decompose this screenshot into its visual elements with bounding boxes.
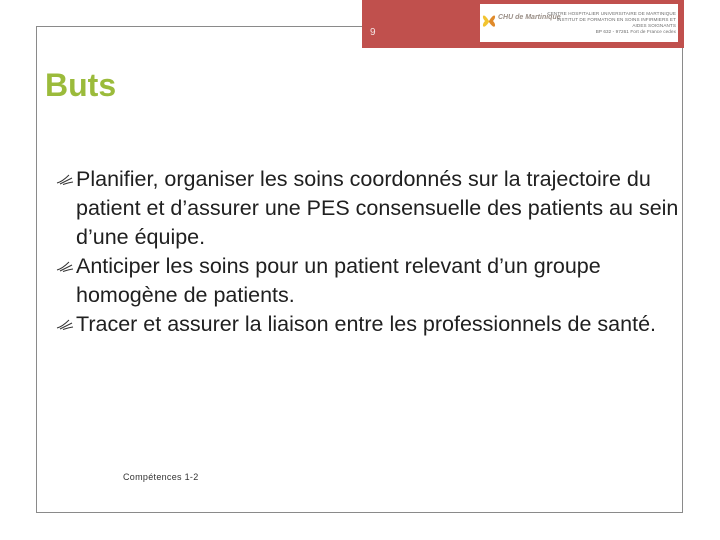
bullet-item — [54, 165, 679, 252]
reed-flourish-icon — [56, 319, 74, 330]
logo-line-1: CENTRE HOSPITALIER UNIVERSITAIRE DE MARTINIQUE — [547, 11, 676, 16]
logo-brand: CHU de Martinique — [498, 14, 561, 21]
slide-title: Buts — [45, 67, 117, 103]
page-number: 9 — [370, 27, 376, 38]
butterfly-logo-icon — [481, 7, 497, 35]
logo-line-2: INSTITUT DE FORMATION EN SOINS INFIRMIERS ET — [556, 17, 676, 22]
reed-flourish-icon — [56, 174, 74, 185]
bullet-list — [54, 165, 679, 339]
logo-line-3: AIDES SOIGNANTS — [632, 23, 676, 28]
bullet-text: Anticiper les soins pour un patient relevant d’un groupe homogène de patients. — [76, 254, 601, 307]
bullet-item — [54, 310, 679, 339]
institution-logo — [480, 4, 678, 42]
bullet-text: Tracer et assurer la liaison entre les professionnels de santé. — [76, 312, 656, 336]
reed-flourish-icon — [56, 261, 74, 272]
bullet-text: Planifier, organiser les soins coordonnés sur la trajectoire du patient et d’assurer une PES consensuelle des patients au sein d’une équipe. — [76, 167, 679, 249]
footer-note: Compétences 1-2 — [123, 472, 199, 482]
bullet-item — [54, 252, 679, 310]
logo-line-4: BP 632 - 97261 Fort de France cedex — [595, 29, 676, 34]
